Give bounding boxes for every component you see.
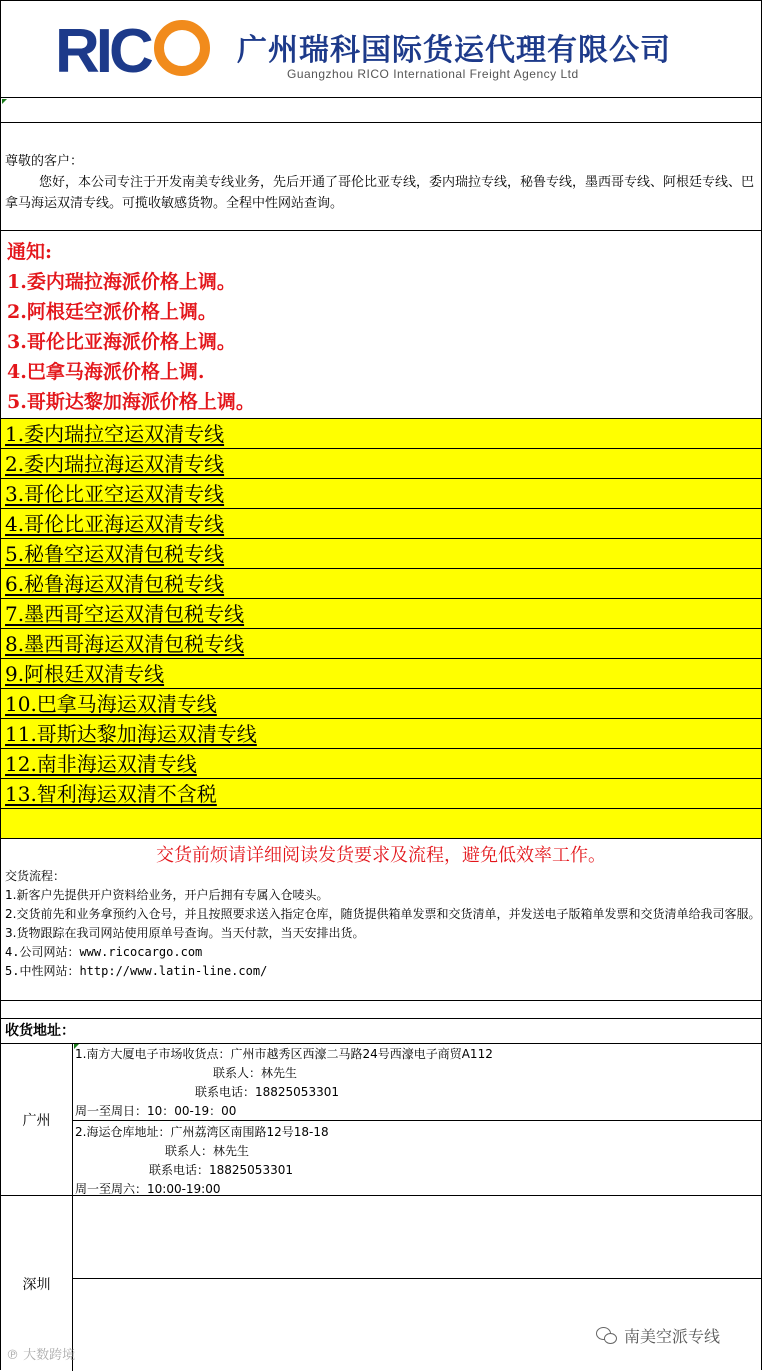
route-link[interactable]: 2.委内瑞拉海运双清专线	[1, 448, 761, 478]
header	[1, 0, 761, 97]
company-name-en: Guangzhou RICO International Freight Agency Ltd	[287, 67, 579, 81]
route-link[interactable]: 10.巴拿马海运双清专线	[1, 688, 761, 718]
route-link[interactable]: 13.智利海运双清不含税	[1, 778, 761, 808]
address-cell-1	[73, 1043, 761, 1120]
company-website[interactable]: 4.公司网站：www.ricocargo.com	[5, 945, 203, 959]
watermark-left: ℗ 大数跨境	[6, 1348, 76, 1363]
route-link[interactable]: 12.南非海运双清专线	[1, 748, 761, 778]
spacer-row	[1, 97, 761, 122]
watermark-logo-icon: ℗	[6, 1348, 24, 1363]
process-step: 2.交货前先和业务拿预约入仓号，并且按照要求送入指定仓库，随货提供箱单发票和交货清单，并发送电子版箱单发票和交货清单给我司客服。	[5, 907, 761, 921]
wechat-icon	[596, 1327, 618, 1345]
route-link[interactable]: 6.秘鲁海运双清包税专线	[1, 568, 761, 598]
city-guangzhou: 广州	[1, 1044, 73, 1196]
contact-name: 联系人：林先生	[213, 1066, 298, 1080]
route-link[interactable]: 3.哥伦比亚空运双清专线	[1, 478, 761, 508]
gap-row	[1, 1000, 761, 1018]
route-link[interactable]: 7.墨西哥空运双清包税专线	[1, 598, 761, 628]
route-link[interactable]: 9.阿根廷双清专线	[1, 658, 761, 688]
route-link[interactable]: 1.委内瑞拉空运双清专线	[1, 418, 761, 448]
process-warning: 交货前烦请详细阅读发货要求及流程，避免低效率工作。	[156, 845, 606, 866]
guangzhou-block	[1, 1043, 761, 1195]
notice-section	[1, 230, 761, 418]
route-link[interactable]: 4.哥伦比亚海运双清专线	[1, 508, 761, 538]
address-cell-2	[73, 1120, 761, 1196]
notice-item: 3.哥伦比亚海派价格上调。	[7, 331, 236, 353]
intro-section	[1, 122, 761, 230]
route-link[interactable]: 11.哥斯达黎加海运双清专线	[1, 718, 761, 748]
notice-title: 通知:	[7, 241, 53, 263]
receive-title: 收货地址：	[1, 1018, 761, 1043]
intro-body: 您好，本公司专注于开发南美专线业务，先后开通了哥伦比亚专线，委内瑞拉专线，秘鲁专线，墨西哥专线、阿根廷专线、巴拿马海运双清专线。可揽收敏感货物。全程中性网站查询。	[5, 175, 755, 211]
notice-item: 5.哥斯达黎加海派价格上调。	[7, 391, 255, 413]
notice-item: 4.巴拿马海派价格上调.	[7, 361, 205, 383]
contact-phone: 联系电话：18825053301	[195, 1085, 339, 1099]
contact-phone: 联系电话：18825053301	[149, 1163, 293, 1177]
empty-yellow-row	[1, 808, 761, 838]
process-title: 交货流程：	[5, 869, 66, 883]
address-cell-empty	[73, 1195, 761, 1278]
rico-logo: RIC	[55, 19, 210, 85]
company-name-cn: 广州瑞科国际货运代理有限公司	[237, 33, 671, 68]
process-step: 3.货物跟踪在我司网站使用原单号查询。当天付款，当天安排出货。	[5, 926, 365, 940]
neutral-website[interactable]: 5.中性网站：http://www.latin-line.com/	[5, 964, 268, 978]
process-section	[1, 838, 761, 1000]
notice-item: 1.委内瑞拉海派价格上调。	[7, 271, 236, 293]
city-shenzhen: 深圳	[1, 1196, 73, 1371]
logo-o-icon	[154, 20, 210, 76]
contact-name: 联系人：林先生	[165, 1144, 250, 1158]
address-line: 2.海运仓库地址：广州荔湾区南围路12号18-18	[75, 1125, 329, 1139]
greeting: 尊敬的客户：	[5, 154, 84, 169]
watermark-right: 南美空派专线	[596, 1324, 720, 1347]
open-hours: 周一至周六：10:00-19:00	[75, 1182, 221, 1196]
address-line: 1.南方大厦电子市场收货点：广州市越秀区西濠二马路24号西濠电子商贸A112	[75, 1047, 493, 1061]
route-link[interactable]: 5.秘鲁空运双清包税专线	[1, 538, 761, 568]
notice-item: 2.阿根廷空派价格上调。	[7, 301, 217, 323]
open-hours: 周一至周日：10：00-19：00	[75, 1104, 237, 1118]
process-step: 1.新客户先提供开户资料给业务，开户后拥有专属入仓唛头。	[5, 888, 329, 902]
route-link[interactable]: 8.墨西哥海运双清包税专线	[1, 628, 761, 658]
